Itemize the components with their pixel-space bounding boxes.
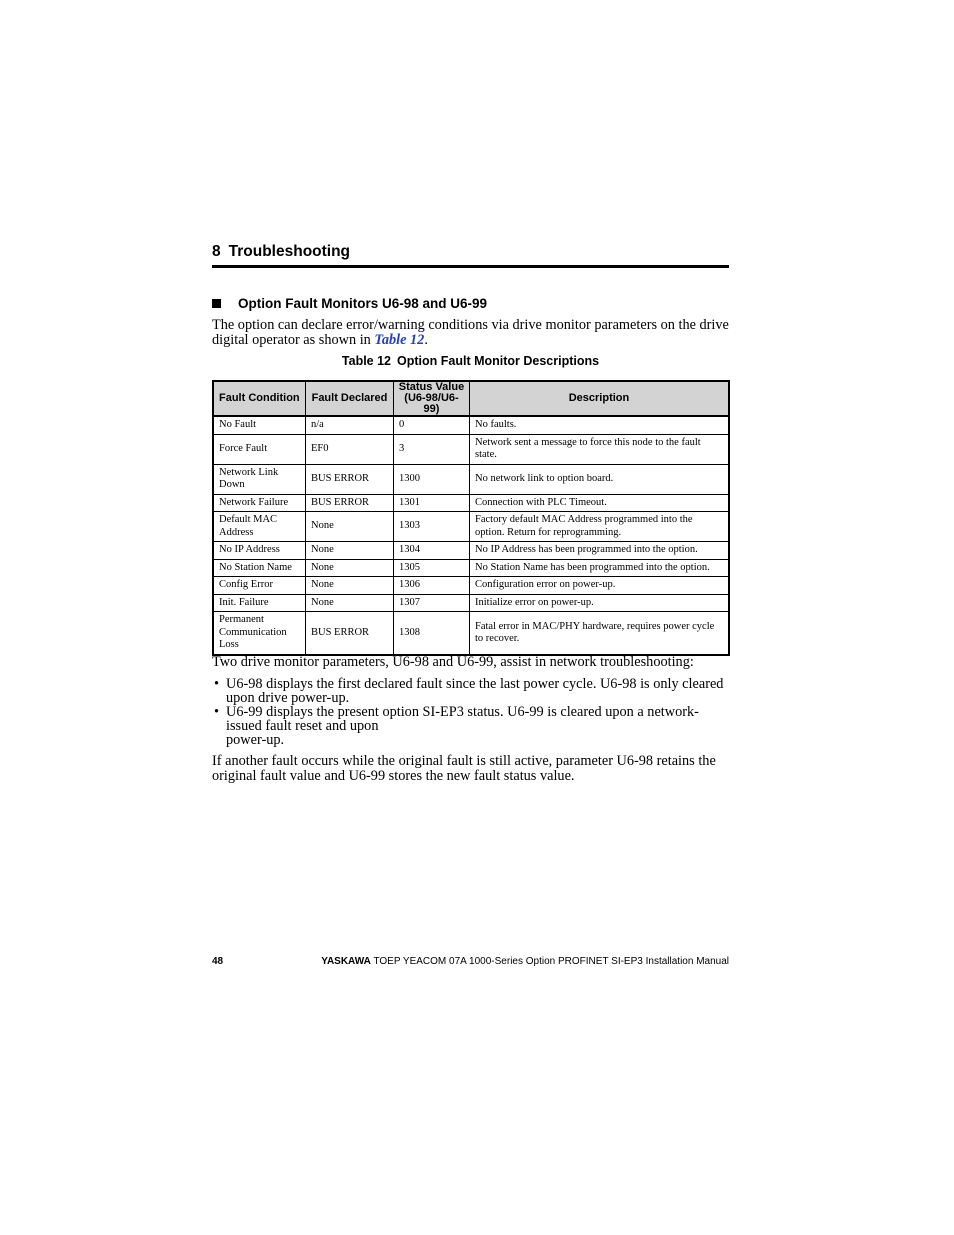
header-status-value-line2: (U6-98/U6-99): [404, 392, 459, 415]
cell-description: Connection with PLC Timeout.: [470, 494, 730, 512]
cell-fault-condition: Network Link Down: [213, 464, 306, 494]
intro-text: The option can declare error/warning conditions via drive monitor parameters on the drive digital operator as shown in: [212, 317, 729, 348]
cell-fault-condition: Permanent Communication Loss: [213, 612, 306, 656]
cell-fault-declared: BUS ERROR: [306, 494, 394, 512]
list-item-text: U6-98 displays the first declared fault since the last power cycle. U6-98 is only cleared upon drive power-up.: [226, 676, 724, 706]
table-caption: [212, 354, 729, 368]
cell-fault-declared: n/a: [306, 416, 394, 434]
table-header-row: [213, 381, 729, 416]
list-item: [212, 677, 732, 705]
cell-status-value: 1307: [394, 594, 470, 612]
cell-status-value: 1300: [394, 464, 470, 494]
cell-fault-declared: None: [306, 542, 394, 560]
intro-paragraph: [212, 318, 732, 348]
cell-fault-declared: None: [306, 594, 394, 612]
table-row: [213, 612, 729, 656]
cell-status-value: 1306: [394, 577, 470, 595]
header-status-value: [394, 381, 470, 416]
table-row: [213, 434, 729, 464]
cell-status-value: 1305: [394, 559, 470, 577]
chapter-heading: [212, 243, 350, 261]
cell-fault-declared: BUS ERROR: [306, 612, 394, 656]
monitor-parameters-paragraph: Two drive monitor parameters, U6-98 and U6-99, assist in network troubleshooting:: [212, 654, 694, 670]
cell-status-value: 1303: [394, 512, 470, 542]
section-heading: [212, 296, 487, 311]
cell-fault-declared: None: [306, 512, 394, 542]
intro-end: .: [424, 332, 428, 348]
cell-fault-condition: Network Failure: [213, 494, 306, 512]
retain-fault-paragraph: If another fault occurs while the original fault is still active, parameter U6-98 retains the original fault value and U6-99 stores the new fault status value.: [212, 753, 716, 784]
footer-manual-title: TOEP YEACOM 07A 1000-Series Option PROFINET SI-EP3 Installation Manual: [373, 956, 729, 967]
cell-status-value: 0: [394, 416, 470, 434]
footer-title: [321, 956, 729, 967]
table-row: [213, 464, 729, 494]
monitor-bullet-list: [212, 677, 732, 747]
square-bullet-icon: [212, 299, 221, 308]
table-row: [213, 416, 729, 434]
cell-description: Configuration error on power-up.: [470, 577, 730, 595]
cell-description: No Station Name has been programmed into the option.: [470, 559, 730, 577]
cell-description: Initialize error on power-up.: [470, 594, 730, 612]
list-item-continuation: power-up.: [226, 732, 285, 748]
fault-monitor-table: [212, 380, 730, 656]
section-title: Option Fault Monitors U6-98 and U6-99: [238, 296, 488, 311]
cell-description: Network sent a message to force this node to the fault state.: [470, 434, 730, 464]
table-label: Table 12: [341, 354, 392, 368]
table-row: [213, 542, 729, 560]
list-item: [212, 705, 732, 747]
bullet-dot-icon: •: [214, 704, 220, 720]
cell-fault-condition: Default MAC Address: [213, 512, 306, 542]
table-row: [213, 559, 729, 577]
header-fault-condition: Fault Condition: [213, 381, 306, 416]
table-row: [213, 577, 729, 595]
cell-description: No network link to option board.: [470, 464, 730, 494]
cell-fault-declared: BUS ERROR: [306, 464, 394, 494]
table-row: [213, 512, 729, 542]
list-item-text: U6-99 displays the present option SI-EP3 status. U6-99 is cleared upon a network-issued fault reset and upon: [226, 704, 699, 734]
table-12-link[interactable]: Table 12: [374, 332, 425, 348]
cell-description: Factory default MAC Address programmed into the option. Return for reprogramming.: [470, 512, 730, 542]
table-row: [213, 594, 729, 612]
chapter-rule: [212, 265, 729, 268]
cell-description: Fatal error in MAC/PHY hardware, requires power cycle to recover.: [470, 612, 730, 656]
cell-fault-condition: Config Error: [213, 577, 306, 595]
cell-fault-condition: No Fault: [213, 416, 306, 434]
cell-fault-condition: No Station Name: [213, 559, 306, 577]
table-row: [213, 494, 729, 512]
header-fault-declared: Fault Declared: [306, 381, 394, 416]
page-number: 48: [212, 956, 224, 967]
header-status-value-line1: Status Value: [398, 381, 465, 393]
cell-description: No IP Address has been programmed into the option.: [470, 542, 730, 560]
footer-brand: YASKAWA: [321, 956, 371, 967]
cell-fault-condition: No IP Address: [213, 542, 306, 560]
cell-fault-declared: None: [306, 577, 394, 595]
cell-fault-condition: Force Fault: [213, 434, 306, 464]
chapter-number: 8: [212, 243, 221, 260]
bullet-dot-icon: •: [214, 676, 220, 692]
cell-status-value: 1304: [394, 542, 470, 560]
header-description: Description: [470, 381, 730, 416]
cell-fault-declared: EF0: [306, 434, 394, 464]
cell-status-value: 1301: [394, 494, 470, 512]
cell-fault-condition: Init. Failure: [213, 594, 306, 612]
chapter-title: Troubleshooting: [228, 243, 351, 260]
cell-status-value: 1308: [394, 612, 470, 656]
table-caption-text: Option Fault Monitor Descriptions: [397, 354, 600, 368]
cell-fault-declared: None: [306, 559, 394, 577]
cell-description: No faults.: [470, 416, 730, 434]
cell-status-value: 3: [394, 434, 470, 464]
